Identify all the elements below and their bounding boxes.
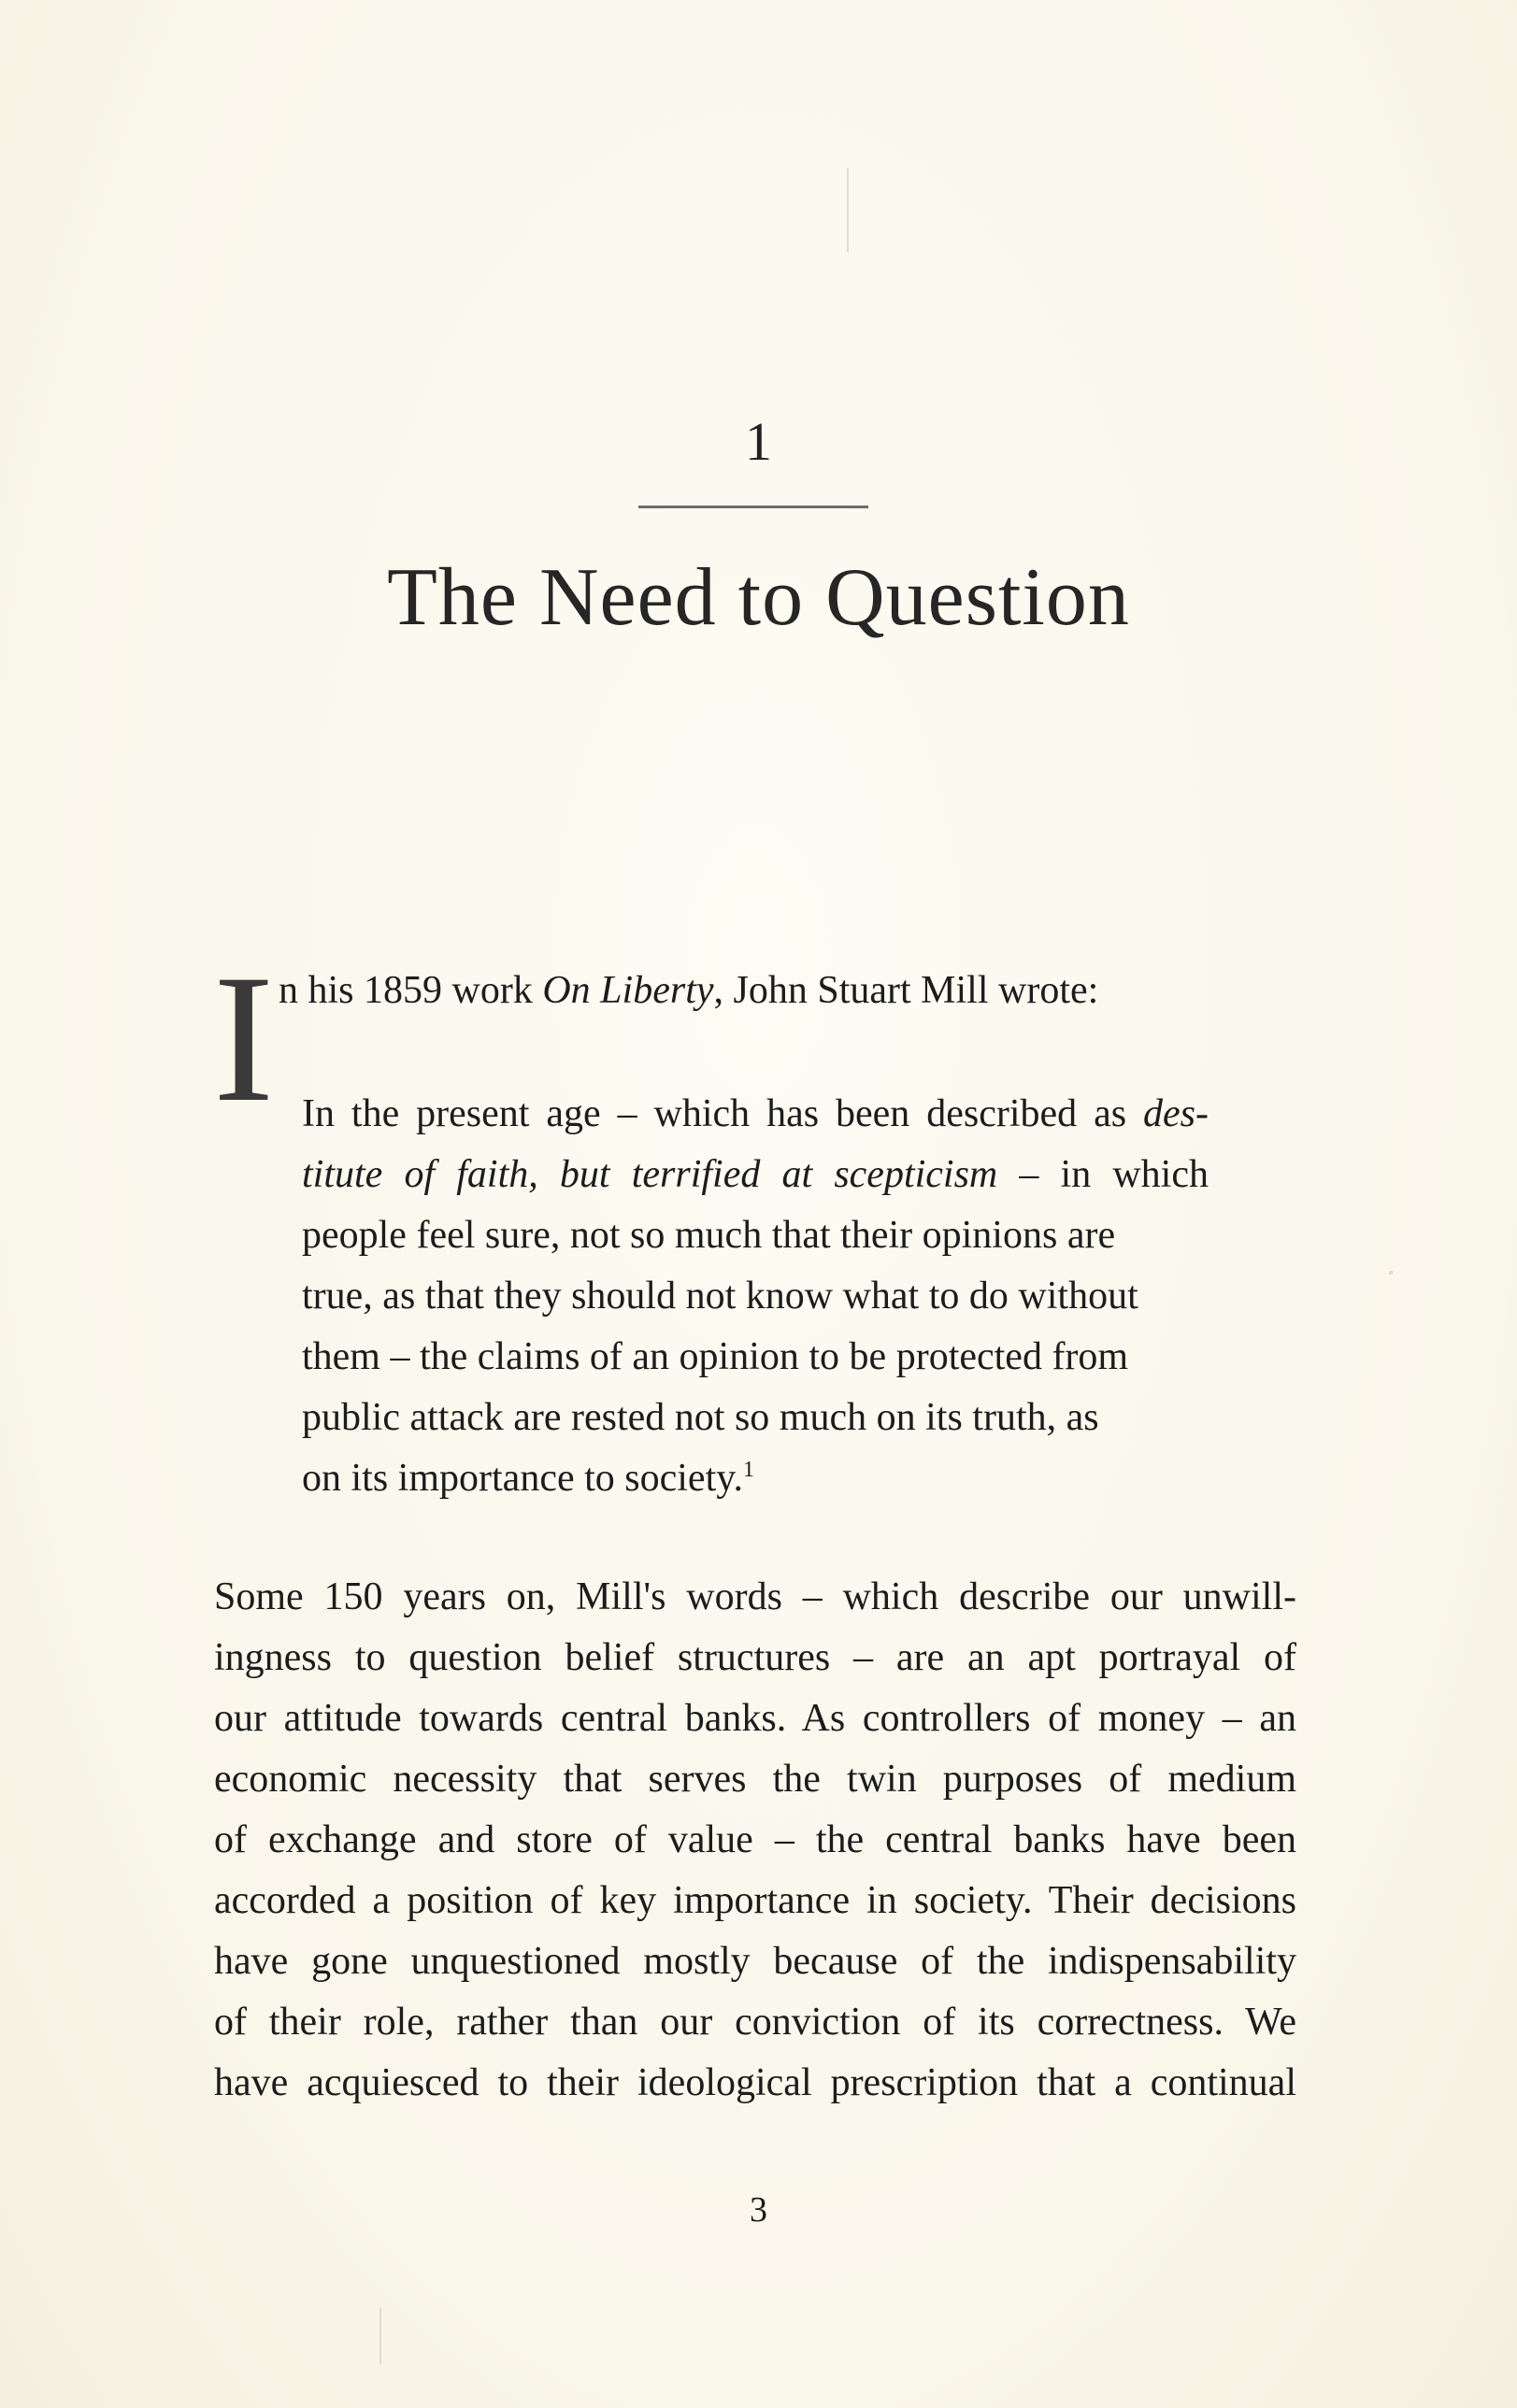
- block-quote: [302, 1084, 1209, 1509]
- body-line: accorded a position of key importance in society. Their decisions: [214, 1879, 1296, 1922]
- quote-line: titute of faith, but terrified at scepticism – in which: [302, 1153, 1209, 1196]
- body-line: economic necessity that serves the twin purposes of medium: [214, 1758, 1296, 1801]
- body-line: of exchange and store of value – the central banks have been: [214, 1818, 1296, 1861]
- quote-line: true, as that they should not know what to do without: [302, 1275, 1138, 1318]
- body-paragraph: [214, 1567, 1296, 2114]
- chapter-number: 1: [745, 411, 772, 472]
- page-number: 3: [750, 2190, 767, 2230]
- footnote-reference: 1: [743, 1458, 755, 1482]
- chapter-title: The Need to Question: [387, 552, 1130, 643]
- body-line: have gone unquestioned mostly because of the indispensability: [214, 1940, 1296, 1983]
- quote-line: people feel sure, not so much that their opinions are: [302, 1214, 1116, 1257]
- quote-line: them – the claims of an opinion to be protected from: [302, 1335, 1129, 1378]
- opening-line: [279, 962, 1098, 1019]
- scan-speck: [847, 168, 849, 252]
- body-line: of their role, rather than our conviction of its correctness. We: [214, 2001, 1296, 2044]
- work-title: On Liberty: [542, 969, 714, 1012]
- body-line: our attitude towards central banks. As controllers of money – an: [214, 1697, 1296, 1740]
- scan-speck: [379, 2308, 381, 2364]
- quote-line: In the present age – which has been described as des-: [302, 1092, 1209, 1135]
- drop-cap: I: [213, 937, 275, 1140]
- body-line: Some 150 years on, Mill's words – which describe our unwill-: [214, 1575, 1296, 1618]
- body-line: ingness to question belief structures – are an apt portrayal of: [214, 1636, 1296, 1679]
- body-line: have acquiesced to their ideological prescription that a continual: [214, 2061, 1296, 2104]
- chapter-divider: [638, 506, 868, 508]
- quote-line: on its importance to society.$^1$: [302, 1457, 755, 1500]
- opening-text-after: , John Stuart Mill wrote:: [713, 969, 1099, 1012]
- opening-text-before: n his 1859 work: [279, 969, 543, 1012]
- quote-line: public attack are rested not so much on its truth, as: [302, 1396, 1099, 1439]
- scan-speck: [1389, 1271, 1393, 1275]
